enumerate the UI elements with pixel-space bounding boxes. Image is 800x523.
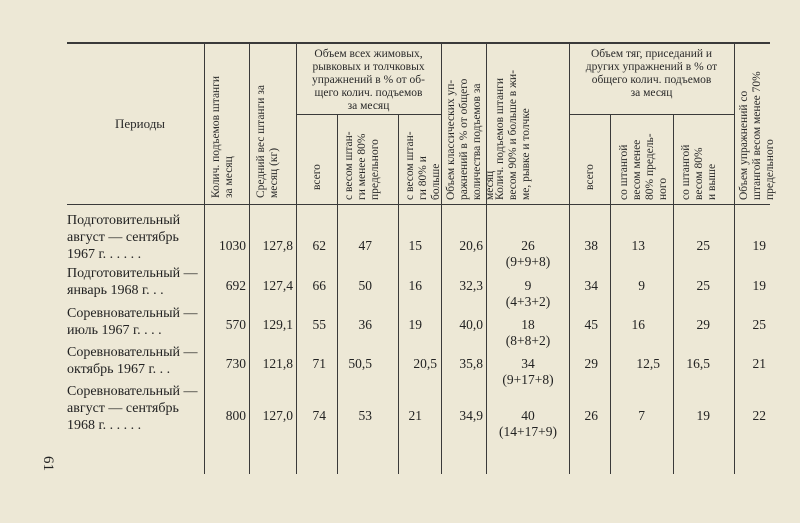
row-period: Соревновательный — август — сентябрь 1968 г. . . . . . (67, 384, 198, 433)
cell-g1-lt80: 50,5 (348, 356, 372, 371)
col-divider (673, 114, 674, 474)
cell-classic: 35,8 (459, 356, 483, 371)
row-period: Подготовительный август — сентябрь 1967 г. . . . . . (67, 213, 181, 262)
cell-classic: 20,6 (459, 238, 483, 253)
cell-lifts90: 18 (8+8+2) (505, 317, 551, 348)
cell-g2-ge80: 29 (696, 317, 710, 332)
row-period: Подготовительный — январь 1968 г. . . (67, 266, 198, 298)
cell-classic: 40,0 (459, 317, 483, 332)
header-g2-lt80: со штангой весом менее 80% предель- ного (618, 133, 669, 200)
cell-g1-ge80: 16 (408, 278, 422, 293)
cell-g2-lt80: 16 (631, 317, 645, 332)
col-divider (569, 42, 570, 474)
header-g2-total: всего (584, 164, 596, 190)
cell-avg: 127,8 (262, 238, 293, 253)
row-period: Соревновательный — июль 1967 г. . . . (67, 306, 198, 338)
cell-g2-ge80: 19 (696, 408, 710, 423)
cell-g2-lt80: 9 (638, 278, 645, 293)
cell-lt70: 22 (752, 408, 766, 423)
cell-g2-total: 45 (584, 317, 598, 332)
header-g1-lt80: с весом штан- ги менее 80% предельного (343, 131, 381, 200)
header-g1-ge80: с весом штан- ги 80% и больше (404, 131, 442, 200)
col-divider (610, 114, 611, 474)
cell-lifts: 1030 (219, 238, 246, 253)
header-lt70: Объем упражнений со штангой весом менее 70% предельного (738, 71, 776, 200)
cell-g2-total: 34 (584, 278, 598, 293)
cell-avg: 121,8 (262, 356, 293, 371)
header-lifts-count: Колич. подъемов штанги за месяц (210, 75, 235, 198)
page-number: 61 (40, 456, 56, 471)
cell-g1-total: 66 (312, 278, 326, 293)
cell-g1-lt80: 50 (358, 278, 372, 293)
cell-classic: 32,3 (459, 278, 483, 293)
cell-avg: 127,4 (262, 278, 293, 293)
cell-lt70: 19 (752, 238, 766, 253)
header-periods: Периоды (114, 116, 166, 131)
cell-g2-ge80: 16,5 (686, 356, 710, 371)
cell-g2-total: 38 (584, 238, 598, 253)
cell-avg: 129,1 (262, 317, 293, 332)
cell-g1-ge80: 15 (408, 238, 422, 253)
cell-g1-lt80: 53 (358, 408, 372, 423)
col-divider (734, 42, 735, 474)
cell-g1-lt80: 36 (358, 317, 372, 332)
cell-lifts90: 34 (9+17+8) (502, 356, 554, 387)
header-lifts-90: Колич. подъемов штанги весом 90% и больше в жи- ме, рывке и толчке (494, 69, 532, 200)
cell-g1-total: 62 (312, 238, 326, 253)
header-g1-total: всего (311, 164, 323, 190)
cell-g2-total: 26 (584, 408, 598, 423)
cell-avg: 127,0 (262, 408, 293, 423)
header-group2: Объем тяг, приседаний и других упражнений в % от общего колич. подъемов за месяц (585, 48, 718, 99)
col-divider (398, 114, 399, 474)
cell-lifts: 570 (225, 317, 246, 332)
cell-g2-ge80: 25 (696, 238, 710, 253)
cell-g1-total: 55 (312, 317, 326, 332)
cell-lifts: 800 (225, 408, 246, 423)
cell-classic: 34,9 (459, 408, 483, 423)
cell-g1-ge80: 19 (408, 317, 422, 332)
cell-lifts90: 9 (4+3+2) (505, 278, 551, 309)
cell-lifts: 692 (225, 278, 246, 293)
cell-g1-lt80: 47 (358, 238, 372, 253)
cell-g1-total: 74 (312, 408, 326, 423)
cell-g1-ge80: 21 (408, 408, 422, 423)
cell-lifts90: 40 (14+17+9) (499, 408, 557, 439)
cell-g1-ge80: 20,5 (413, 356, 437, 371)
cell-g2-lt80: 7 (638, 408, 645, 423)
header-classic-pct: Объем классических уп- ражнений в % от общего количества подъемов за месяц (445, 78, 496, 200)
cell-lifts: 730 (225, 356, 246, 371)
cell-g2-lt80: 13 (631, 238, 645, 253)
cell-lt70: 21 (752, 356, 766, 371)
col-divider (441, 42, 442, 474)
col-divider (249, 42, 250, 474)
cell-g2-ge80: 25 (696, 278, 710, 293)
row-period: Соревновательный — октябрь 1967 г. . . (67, 345, 198, 377)
cell-lifts90: 26 (9+9+8) (505, 238, 551, 269)
header-g2-ge80: со штангой весом 80% и выше (680, 144, 718, 200)
cell-g1-total: 71 (312, 356, 326, 371)
col-divider (296, 42, 297, 474)
header-bottom-rule (67, 204, 770, 205)
col-divider (337, 114, 338, 474)
header-group1: Объем всех жимовых, рывковых и толчковых упражнений в % от об- щего колич. подъемов за месяц (312, 48, 425, 112)
cell-lt70: 19 (752, 278, 766, 293)
table-top-rule (67, 42, 770, 44)
cell-g2-total: 29 (584, 356, 598, 371)
cell-g2-lt80: 12,5 (636, 356, 660, 371)
header-avg-weight: Средний вес штанги за месяц (кг) (255, 85, 280, 198)
cell-lt70: 25 (752, 317, 766, 332)
